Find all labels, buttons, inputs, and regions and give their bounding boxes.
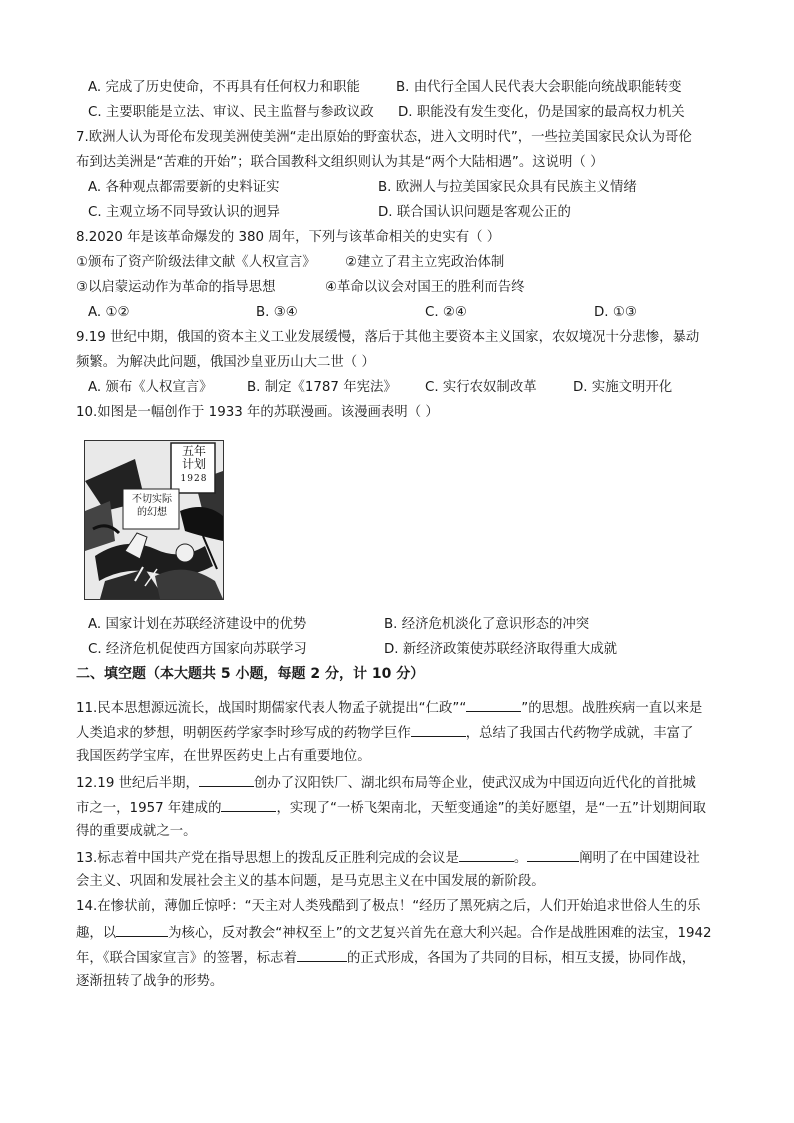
q6-option-a[interactable]: A. 完成了历史使命，不再具有任何权力和职能 [88,80,360,95]
q7-stem-line2: 布到达美洲是“苦难的开始”；联合国教科文组织则认为其是“两个大陆相遇”。这说明（ ） [76,155,604,170]
q12-line3: 得的重要成就之一。 [76,824,197,839]
cartoon-title-char: 年 [194,444,207,458]
q13-line2: 会主义、巩固和发展社会主义的基本问题，是马克思主义在中国发展的新阶段。 [76,874,545,889]
q11-text: 11.民本思想源远流长，战国时期儒家代表人物孟子就提出“仁政”“ [76,701,467,716]
q11-blank-2[interactable] [411,722,466,737]
q6-option-d[interactable]: D. 职能没有发生变化，仍是国家的最高权力机关 [398,105,685,120]
q14-line1: 14.在惨状前，薄伽丘惊呼：“天主对人类残酷到了极点！“经历了黑死病之后，人们开始追求世俗人生的乐 [76,899,701,914]
q9-option-a[interactable]: A. 颁布《人权宣言》 [88,380,213,395]
q8-item-1: ①颁布了资产阶级法律文献《人权宣言》 [76,255,316,270]
q7-stem-line1: 7.欧洲人认为哥伦布发现美洲使美洲“走出原始的野蛮状态，进入文明时代”，一些拉美国家民众认为哥伦 [76,130,692,145]
q6-option-b[interactable]: B. 由代行全国人民代表大会职能向统战职能转变 [396,80,682,95]
q10-option-d[interactable]: D. 新经济政策使苏联经济取得重大成就 [384,642,618,657]
cartoon-title-char: 计 [181,457,194,471]
q11-text: 人类追求的梦想，明朝医药学家李时珍写成的药物学巨作 [76,726,411,741]
cartoon-title-char: 五 [181,444,194,458]
soviet-cartoon-image [84,440,224,600]
q11-line2 [76,722,726,744]
q14-text: 趣，以 [76,926,117,941]
q12-text: 创办了汉阳铁厂、湖北织布局等企业，使武汉成为中国迈向近代化的首批城 [253,776,696,791]
q6-option-c[interactable]: C. 主要职能是立法、审议、民主监督与参政议政 [88,105,374,120]
q8-option-d[interactable]: D. ①③ [594,305,637,320]
q7-option-c[interactable]: C. 主观立场不同导致认识的迥异 [88,205,280,220]
cartoon-caption-line1: 不切实际 [132,494,172,505]
q8-option-a[interactable]: A. ①② [88,305,130,320]
cartoon-caption-line2: 的幻想 [137,507,167,518]
q10-option-a[interactable]: A. 国家计划在苏联经济建设中的优势 [88,617,307,632]
cartoon-title-char: 划 [194,457,207,471]
q12-text: 12.19 世纪后半期， [76,776,199,791]
cartoon-plan-label [176,445,212,486]
cartoon-year: 1928 [180,474,208,484]
section-heading-fill-in: 二、填空题（本大题共 5 小题，每题 2 分，计 10 分） [76,666,425,682]
q13-line1 [76,847,726,869]
q14-text: 为核心，反对教会“神权至上”的文艺复兴首先在意大利兴起。合作是战胜困难的法宝，1942 [168,926,712,941]
q14-line4: 逐渐扭转了战争的形势。 [76,974,224,989]
q12-blank-1[interactable] [199,772,254,787]
q7-option-d[interactable]: D. 联合国认识问题是客观公正的 [378,205,571,220]
q13-text: 阐明了在中国建设社 [579,851,700,866]
q9-option-b[interactable]: B. 制定《1787 年宪法》 [247,380,397,395]
q8-item-4: ④革命以议会对国王的胜利而告终 [325,280,525,295]
q10-option-b[interactable]: B. 经济危机淡化了意识形态的冲突 [384,617,590,632]
q13-text: 。 [513,851,528,866]
q12-line1 [76,772,726,794]
q9-option-d[interactable]: D. 实施文明开化 [573,380,673,395]
q13-text: 13.标志着中国共产党在指导思想上的拨乱反正胜利完成的会议是 [76,851,459,866]
q13-blank-1[interactable] [459,847,514,862]
q13-blank-2[interactable] [527,847,579,862]
q14-text: 的正式形成，各国为了共同的目标，相互支援，协同作战， [346,951,696,966]
q8-option-b[interactable]: B. ③④ [256,305,298,320]
q12-text: 市之一，1957 年建成的 [76,801,222,816]
q8-stem: 8.2020 年是该革命爆发的 380 周年，下列与该革命相关的史实有（ ） [76,230,501,245]
q8-item-2: ②建立了君主立宪政治体制 [345,255,505,270]
q9-stem-line2: 频繁。为解决此问题，俄国沙皇亚历山大二世（ ） [76,355,375,370]
q12-text: ，实现了“一桥飞架南北，天堑变通途”的美好愿望，是“一五”计划期间取 [276,801,706,816]
q11-line1 [76,697,726,719]
q11-text: ，总结了我国古代药物学成就，丰富了 [465,726,694,741]
q11-line3: 我国医药学宝库，在世界医药史上占有重要地位。 [76,749,371,764]
q12-line2 [76,797,726,819]
q10-stem: 10.如图是一幅创作于 1933 年的苏联漫画。该漫画表明（ ） [76,405,439,420]
q9-stem-line1: 9.19 世纪中期，俄国的资本主义工业发展缓慢，落后于其他主要资本主义国家，农奴境况十分悲惨，暴动 [76,330,700,345]
q10-option-c[interactable]: C. 经济危机促使西方国家向苏联学习 [88,642,307,657]
q11-text: ”的思想。战胜疾病一直以来是 [521,701,703,716]
q9-option-c[interactable]: C. 实行农奴制改革 [425,380,537,395]
q7-option-a[interactable]: A. 各种观点都需要新的史料证实 [88,180,280,195]
q14-blank-2[interactable] [297,947,347,962]
q12-blank-2[interactable] [221,797,276,812]
q14-text: 年，《联合国家宣言》的签署，标志着 [76,951,297,966]
q14-blank-1[interactable] [116,922,168,937]
q8-option-c[interactable]: C. ②④ [425,305,467,320]
q8-item-3: ③以启蒙运动作为革命的指导思想 [76,280,276,295]
q11-blank-1[interactable] [466,697,521,712]
q7-option-b[interactable]: B. 欧洲人与拉美国家民众具有民族主义情绪 [378,180,637,195]
cartoon-caption [125,493,179,519]
q14-line3 [76,947,726,969]
q14-line2 [76,922,726,944]
